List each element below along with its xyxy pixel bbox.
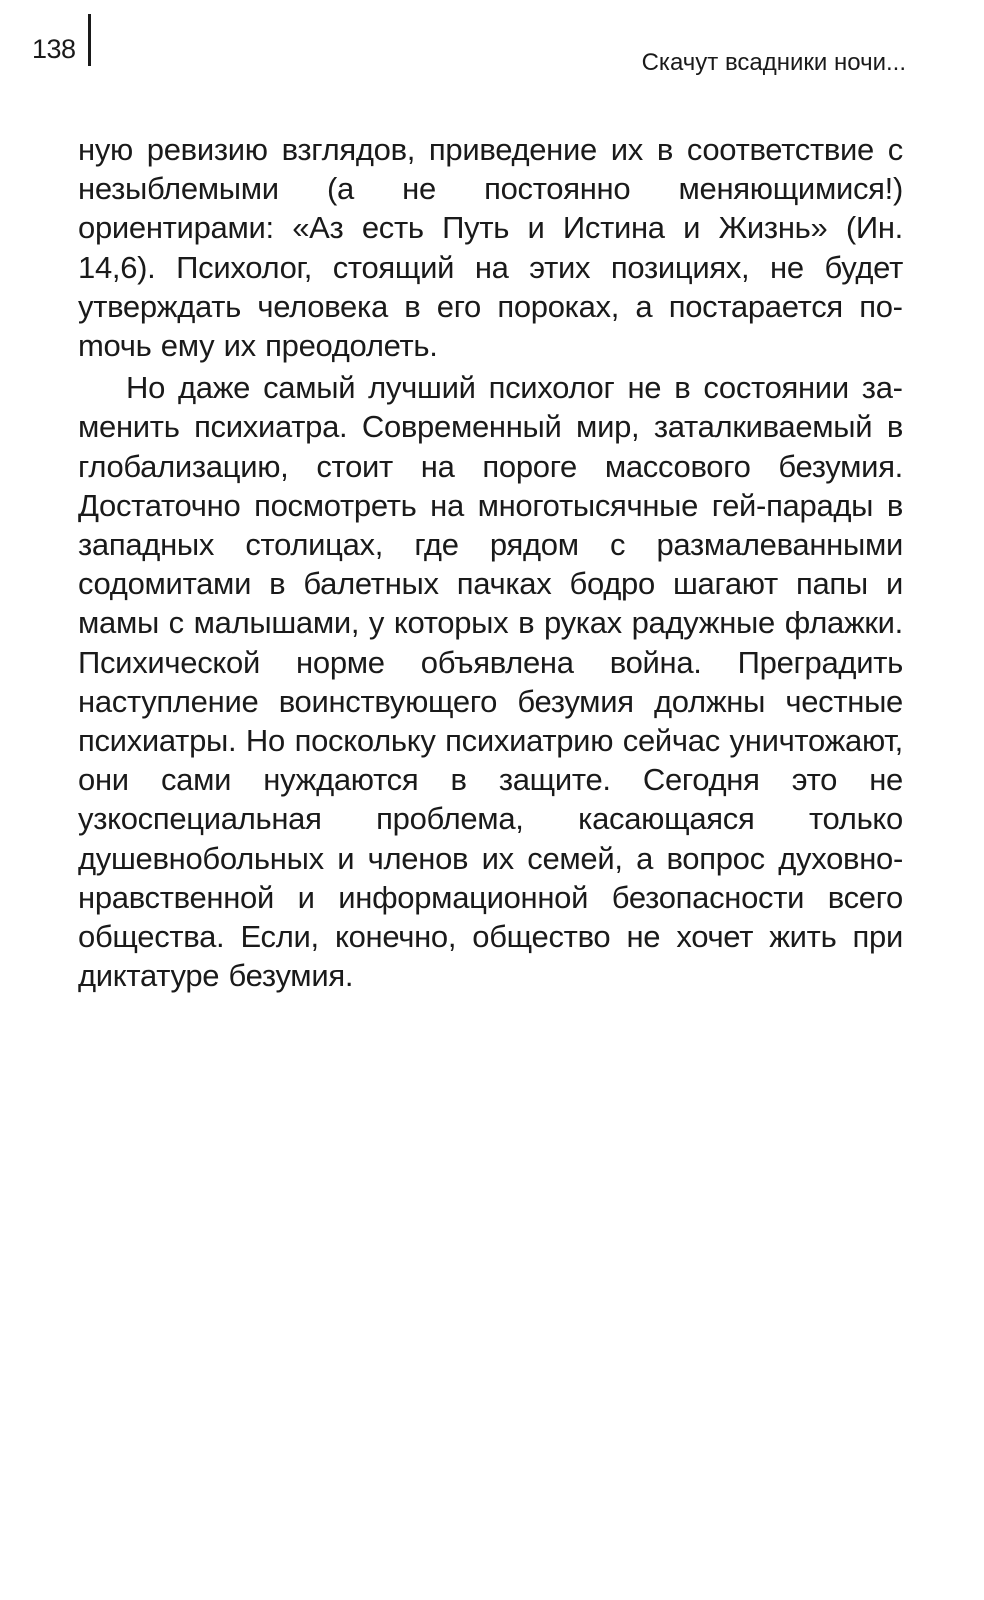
body-text <box>78 130 903 995</box>
paragraph-1: ную ревизию взглядов, приведение их в соответствие с незыблемыми (а не постоянно меняющимися!) ориентирами: «Аз есть Путь и Истина и Жизнь» (Ин. 14,6). Психолог, стоящий на этих позициях, не будет утверждать человека в его пороках, а постарается поmочь ему их преодолеть. <box>78 132 903 364</box>
paragraph-2: Но даже самый лучший психолог не в состоянии заменить психиатра. Современный мир, заталкиваемый в глобализацию, стоит на пороге массового безумия. Достаточно посмотреть на многотысячные гей-парады в западных столицах, где рядом с размалеванными содомитами в балетных пачках бодро шагают папы и мамы с малышами, у которых в руках радужные флажки. Психической норме объявлена война. Преградить наступление воинствующего безумия должны честные психиатры. Но поскольку психиатрию сейчас уничтожают, они сами нуждаются в защите. Сегодня это не узкоспециальная проблема, касающаяся только душевнобольных и членов их семей, а вопрос духовно-нравственной и информационной безопасности всего общества. Если, конечно, общество не хочет жить при диктатуре безумия. <box>78 370 903 994</box>
running-title: Скачут всадники ночи... <box>641 49 906 76</box>
header-divider <box>88 14 91 66</box>
page-number: 138 <box>32 34 76 64</box>
